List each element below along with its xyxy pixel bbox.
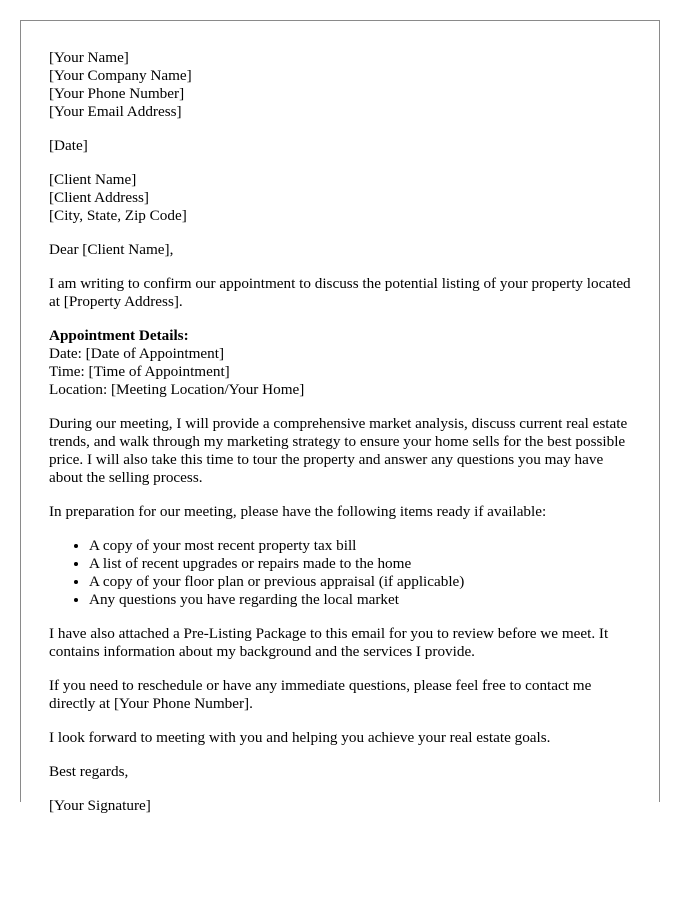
sender-name: [Your Name] (49, 49, 129, 66)
reschedule-paragraph: If you need to reschedule or have any immediate questions, please feel free to contact me directly at [Your Phone Number]. (49, 677, 592, 712)
appointment-time: Time: [Time of Appointment] (49, 363, 230, 380)
intro-paragraph: I am writing to confirm our appointment to discuss the potential listing of your property located at [Property Address]. (49, 275, 631, 310)
signoff: Best regards, (49, 763, 129, 780)
letter-body (49, 49, 639, 815)
meeting-paragraph: During our meeting, I will provide a comprehensive market analysis, discuss current real estate trends, and walk through my marketing strategy to ensure your home sells for the best possible price. I will also take this time to tour the property and answer any questions you may have about the selling process. (49, 415, 628, 486)
recipient-block (49, 171, 639, 225)
letter-page (20, 20, 660, 814)
appointment-date: Date: [Date of Appointment] (49, 345, 225, 362)
letter-date: [Date] (49, 137, 88, 154)
appointment-details (49, 327, 639, 399)
recipient-city-state-zip: [City, State, Zip Code] (49, 207, 187, 224)
preparation-list (49, 537, 639, 609)
salutation: Dear [Client Name], (49, 241, 174, 258)
appointment-location: Location: [Meeting Location/Your Home] (49, 381, 305, 398)
sender-email: [Your Email Address] (49, 103, 182, 120)
signature: [Your Signature] (49, 797, 151, 814)
closing-paragraph: I look forward to meeting with you and helping you achieve your real estate goals. (49, 729, 551, 746)
package-paragraph: I have also attached a Pre-Listing Package to this email for you to review before we meet. It contains information about my background and the services I provide. (49, 625, 609, 660)
recipient-address: [Client Address] (49, 189, 149, 206)
appointment-heading: Appointment Details: (49, 327, 189, 344)
list-item: • Any questions you have regarding the local market (89, 591, 639, 609)
sender-phone: [Your Phone Number] (49, 85, 185, 102)
sender-block (49, 49, 639, 121)
list-item: • A copy of your most recent property tax bill (89, 537, 639, 555)
recipient-name: [Client Name] (49, 171, 137, 188)
list-item: • A copy of your floor plan or previous appraisal (if applicable) (89, 573, 639, 591)
preparation-intro: In preparation for our meeting, please have the following items ready if available: (49, 503, 547, 520)
list-item: • A list of recent upgrades or repairs made to the home (89, 555, 639, 573)
sender-company: [Your Company Name] (49, 67, 192, 84)
